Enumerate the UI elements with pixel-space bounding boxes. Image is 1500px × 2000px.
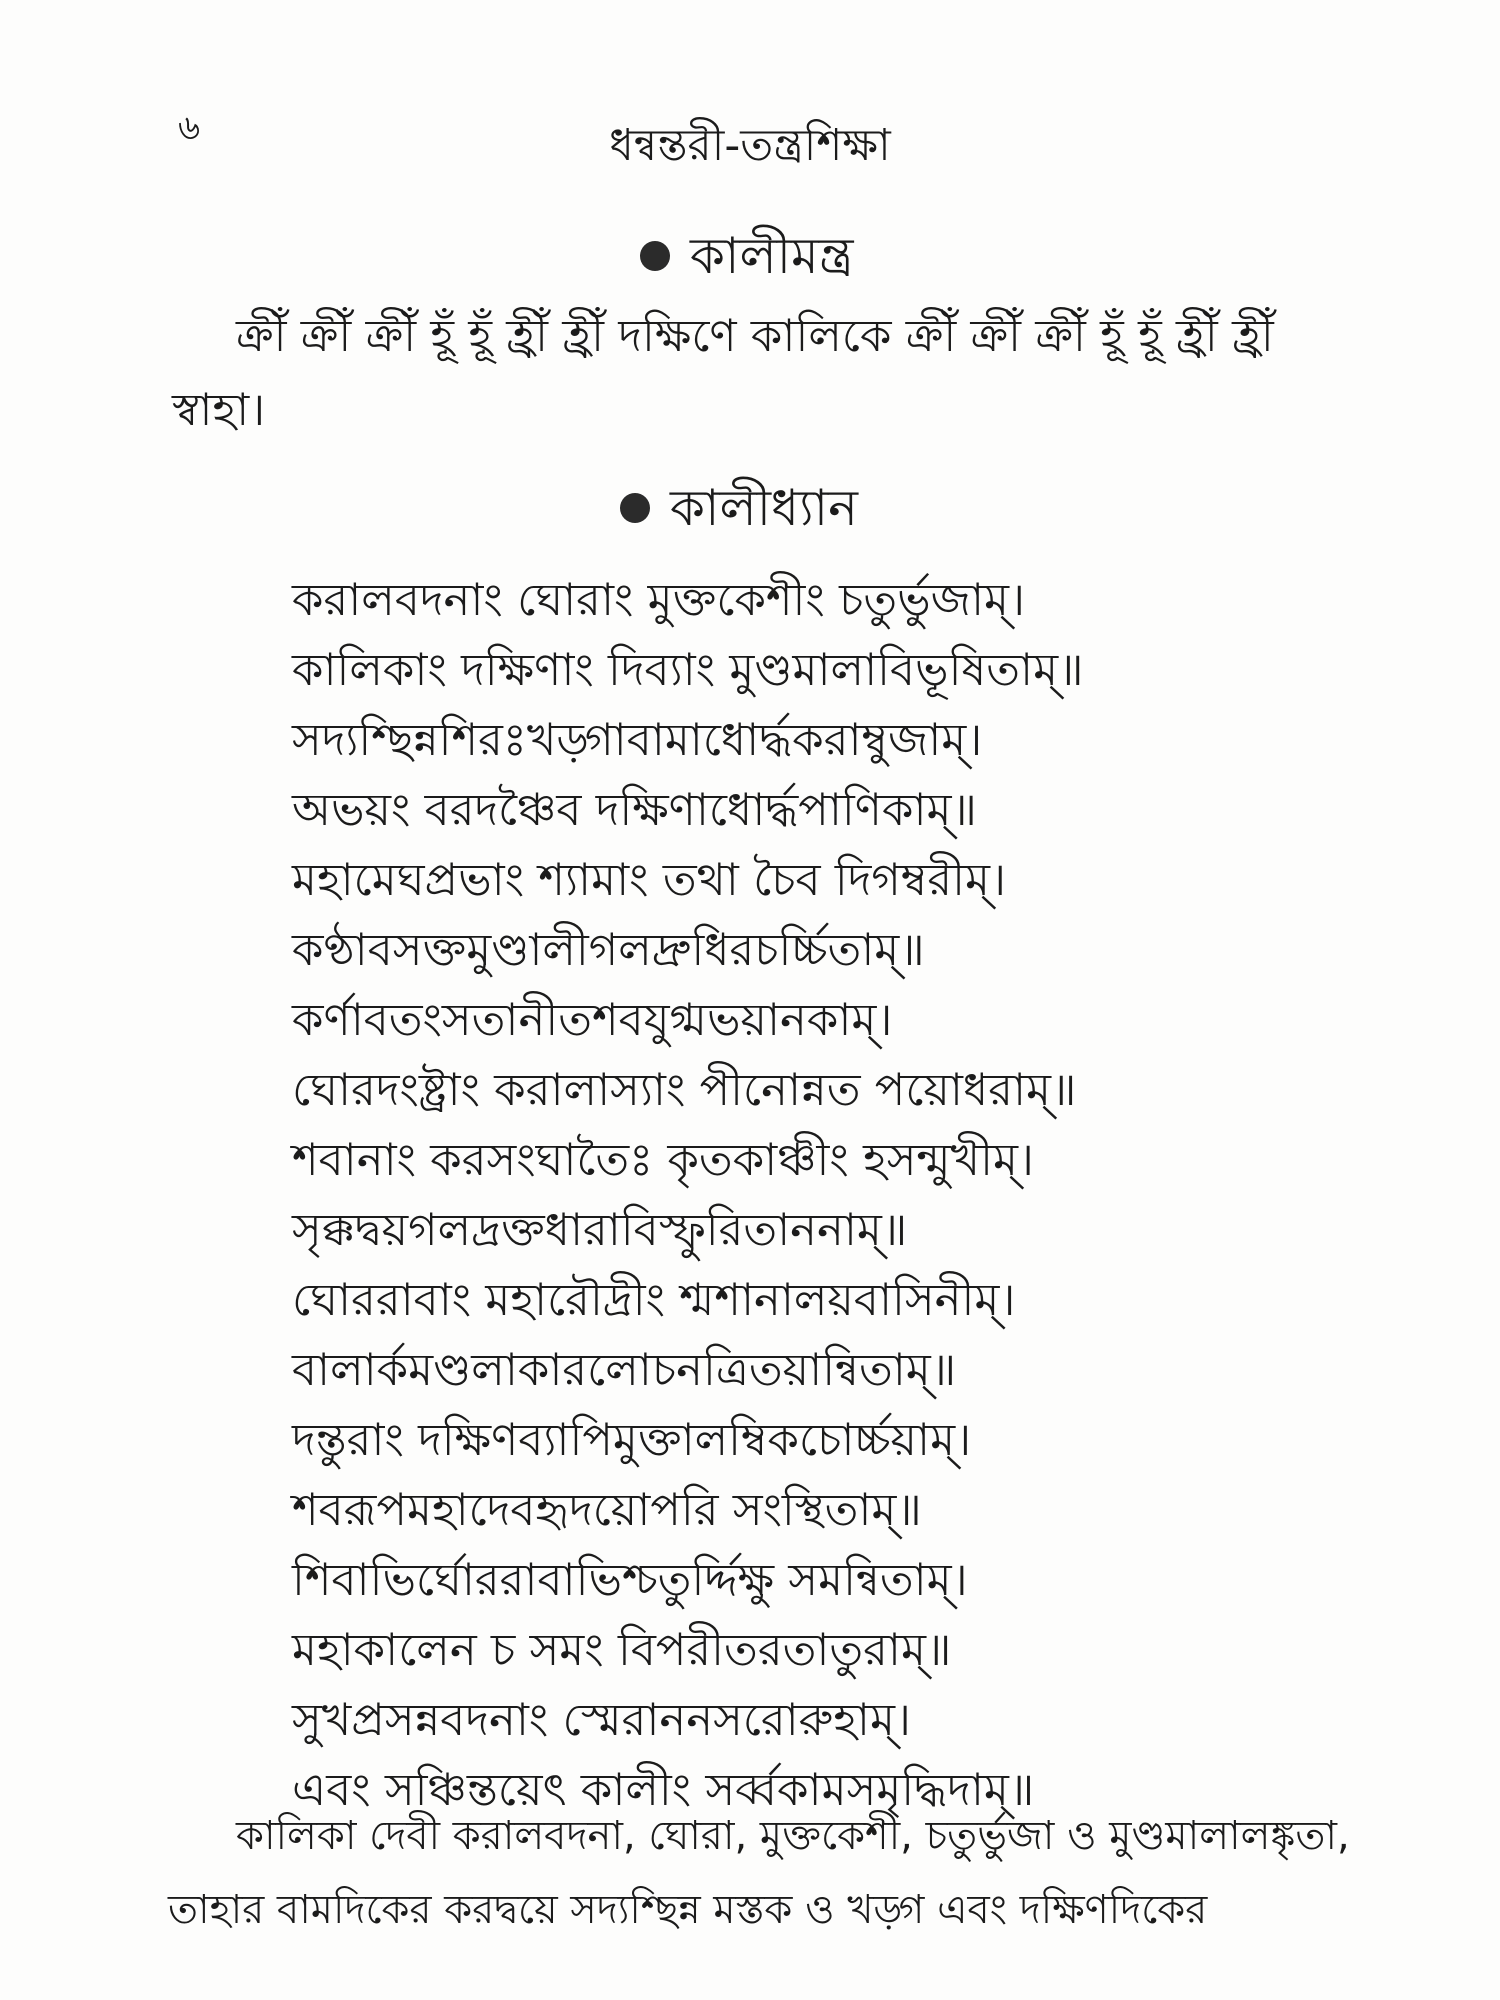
running-title: ধন্বন্তরী-তন্ত্রশিক্ষা — [609, 120, 891, 171]
bullet-icon — [620, 493, 650, 523]
dhyan-verses — [292, 565, 1084, 1825]
verse-line: শবানাং করসংঘাতৈঃ কৃতকাঞ্চীং হসন্মুখীম্। — [292, 1133, 1035, 1186]
verse-line: কর্ণাবতংসতানীতশবযুগ্মভয়ানকাম্। — [292, 993, 893, 1046]
verse-line: মহাকালেন চ সমং বিপরীতরতাতুরাম্॥ — [292, 1623, 952, 1676]
section-heading-text: কালীমন্ত্র — [690, 227, 854, 285]
section-heading-kali-mantra — [640, 224, 854, 288]
mantra-line: ক্রীঁ ক্রীঁ ক্রীঁ হূঁ হূঁ হ্রীঁ হ্রীঁ দক্ষিণে কালিকে ক্রীঁ ক্রীঁ ক্রীঁ হূঁ হূঁ হ্রীঁ হ্রীঁ — [236, 309, 1274, 362]
verse-line: সুখপ্রসন্নবদনাং স্মেরাননসরোরুহাম্। — [292, 1693, 912, 1746]
verse-line: অভয়ং বরদঞ্চৈব দক্ষিণাধোর্দ্ধপাণিকাম্॥ — [292, 783, 977, 836]
page-number: ৬ — [178, 108, 201, 148]
commentary-line: কালিকা দেবী করালবদনা, ঘোরা, মুক্তকেশী, চতুর্ভুজা ও মুণ্ডমালালঙ্কৃতা, — [236, 1813, 1350, 1859]
verse-line: শিবাভির্ঘোররাবাভিশ্চতুর্দ্দিক্ষু সমন্বিতাম্। — [292, 1553, 968, 1606]
verse-line: কণ্ঠাবসক্তমুণ্ডালীগলদ্রুধিরচর্চ্চিতাম্॥ — [292, 923, 925, 976]
mantra-line: স্বাহা। — [172, 383, 266, 436]
verse-line: এবং সঞ্চিন্তয়েৎ কালীং সর্ব্বকামসমৃদ্ধিদাম্॥ — [292, 1763, 1035, 1816]
section-heading-kali-dhyan — [620, 476, 858, 540]
verse-line: করালবদনাং ঘোরাং মুক্তকেশীং চতুর্ভুজাম্। — [292, 573, 1026, 626]
verse-line: ঘোররাবাং মহারৌদ্রীং শ্মশানালয়বাসিনীম্। — [292, 1273, 1016, 1326]
verse-line: শবরূপমহাদেবহৃদয়োপরি সংস্থিতাম্॥ — [292, 1483, 922, 1536]
verse-line: দন্তুরাং দক্ষিণব্যাপিমুক্তালম্বিকচোর্চ্চয়াম্। — [292, 1413, 972, 1466]
verse-line: কালিকাং দক্ষিণাং দিব্যাং মুণ্ডমালাবিভূষিতাম্॥ — [292, 643, 1084, 696]
verse-line: মহামেঘপ্রভাং শ্যামাং তথা চৈব দিগম্বরীম্। — [292, 853, 1007, 906]
commentary-line: তাহার বামদিকের করদ্বয়ে সদ্যশ্ছিন্ন মস্তক ও খড়্গ এবং দক্ষিণদিকের — [168, 1887, 1208, 1933]
verse-line: সৃক্কদ্বয়গলদ্রক্তধারাবিস্ফুরিতাননাম্॥ — [292, 1203, 908, 1256]
verse-line: সদ্যশ্ছিন্নশিরঃখড়্গাবামাধোর্দ্ধকরাম্বুজাম্। — [292, 713, 983, 766]
section-heading-text: কালীধ্যান — [670, 479, 858, 537]
bullet-icon — [640, 241, 670, 271]
verse-line: বালার্কমণ্ডলাকারলোচনত্রিতয়ান্বিতাম্॥ — [292, 1343, 957, 1396]
verse-line: ঘোরদংষ্ট্রাং করালাস্যাং পীনোন্নত পয়োধরাম্॥ — [292, 1063, 1077, 1116]
